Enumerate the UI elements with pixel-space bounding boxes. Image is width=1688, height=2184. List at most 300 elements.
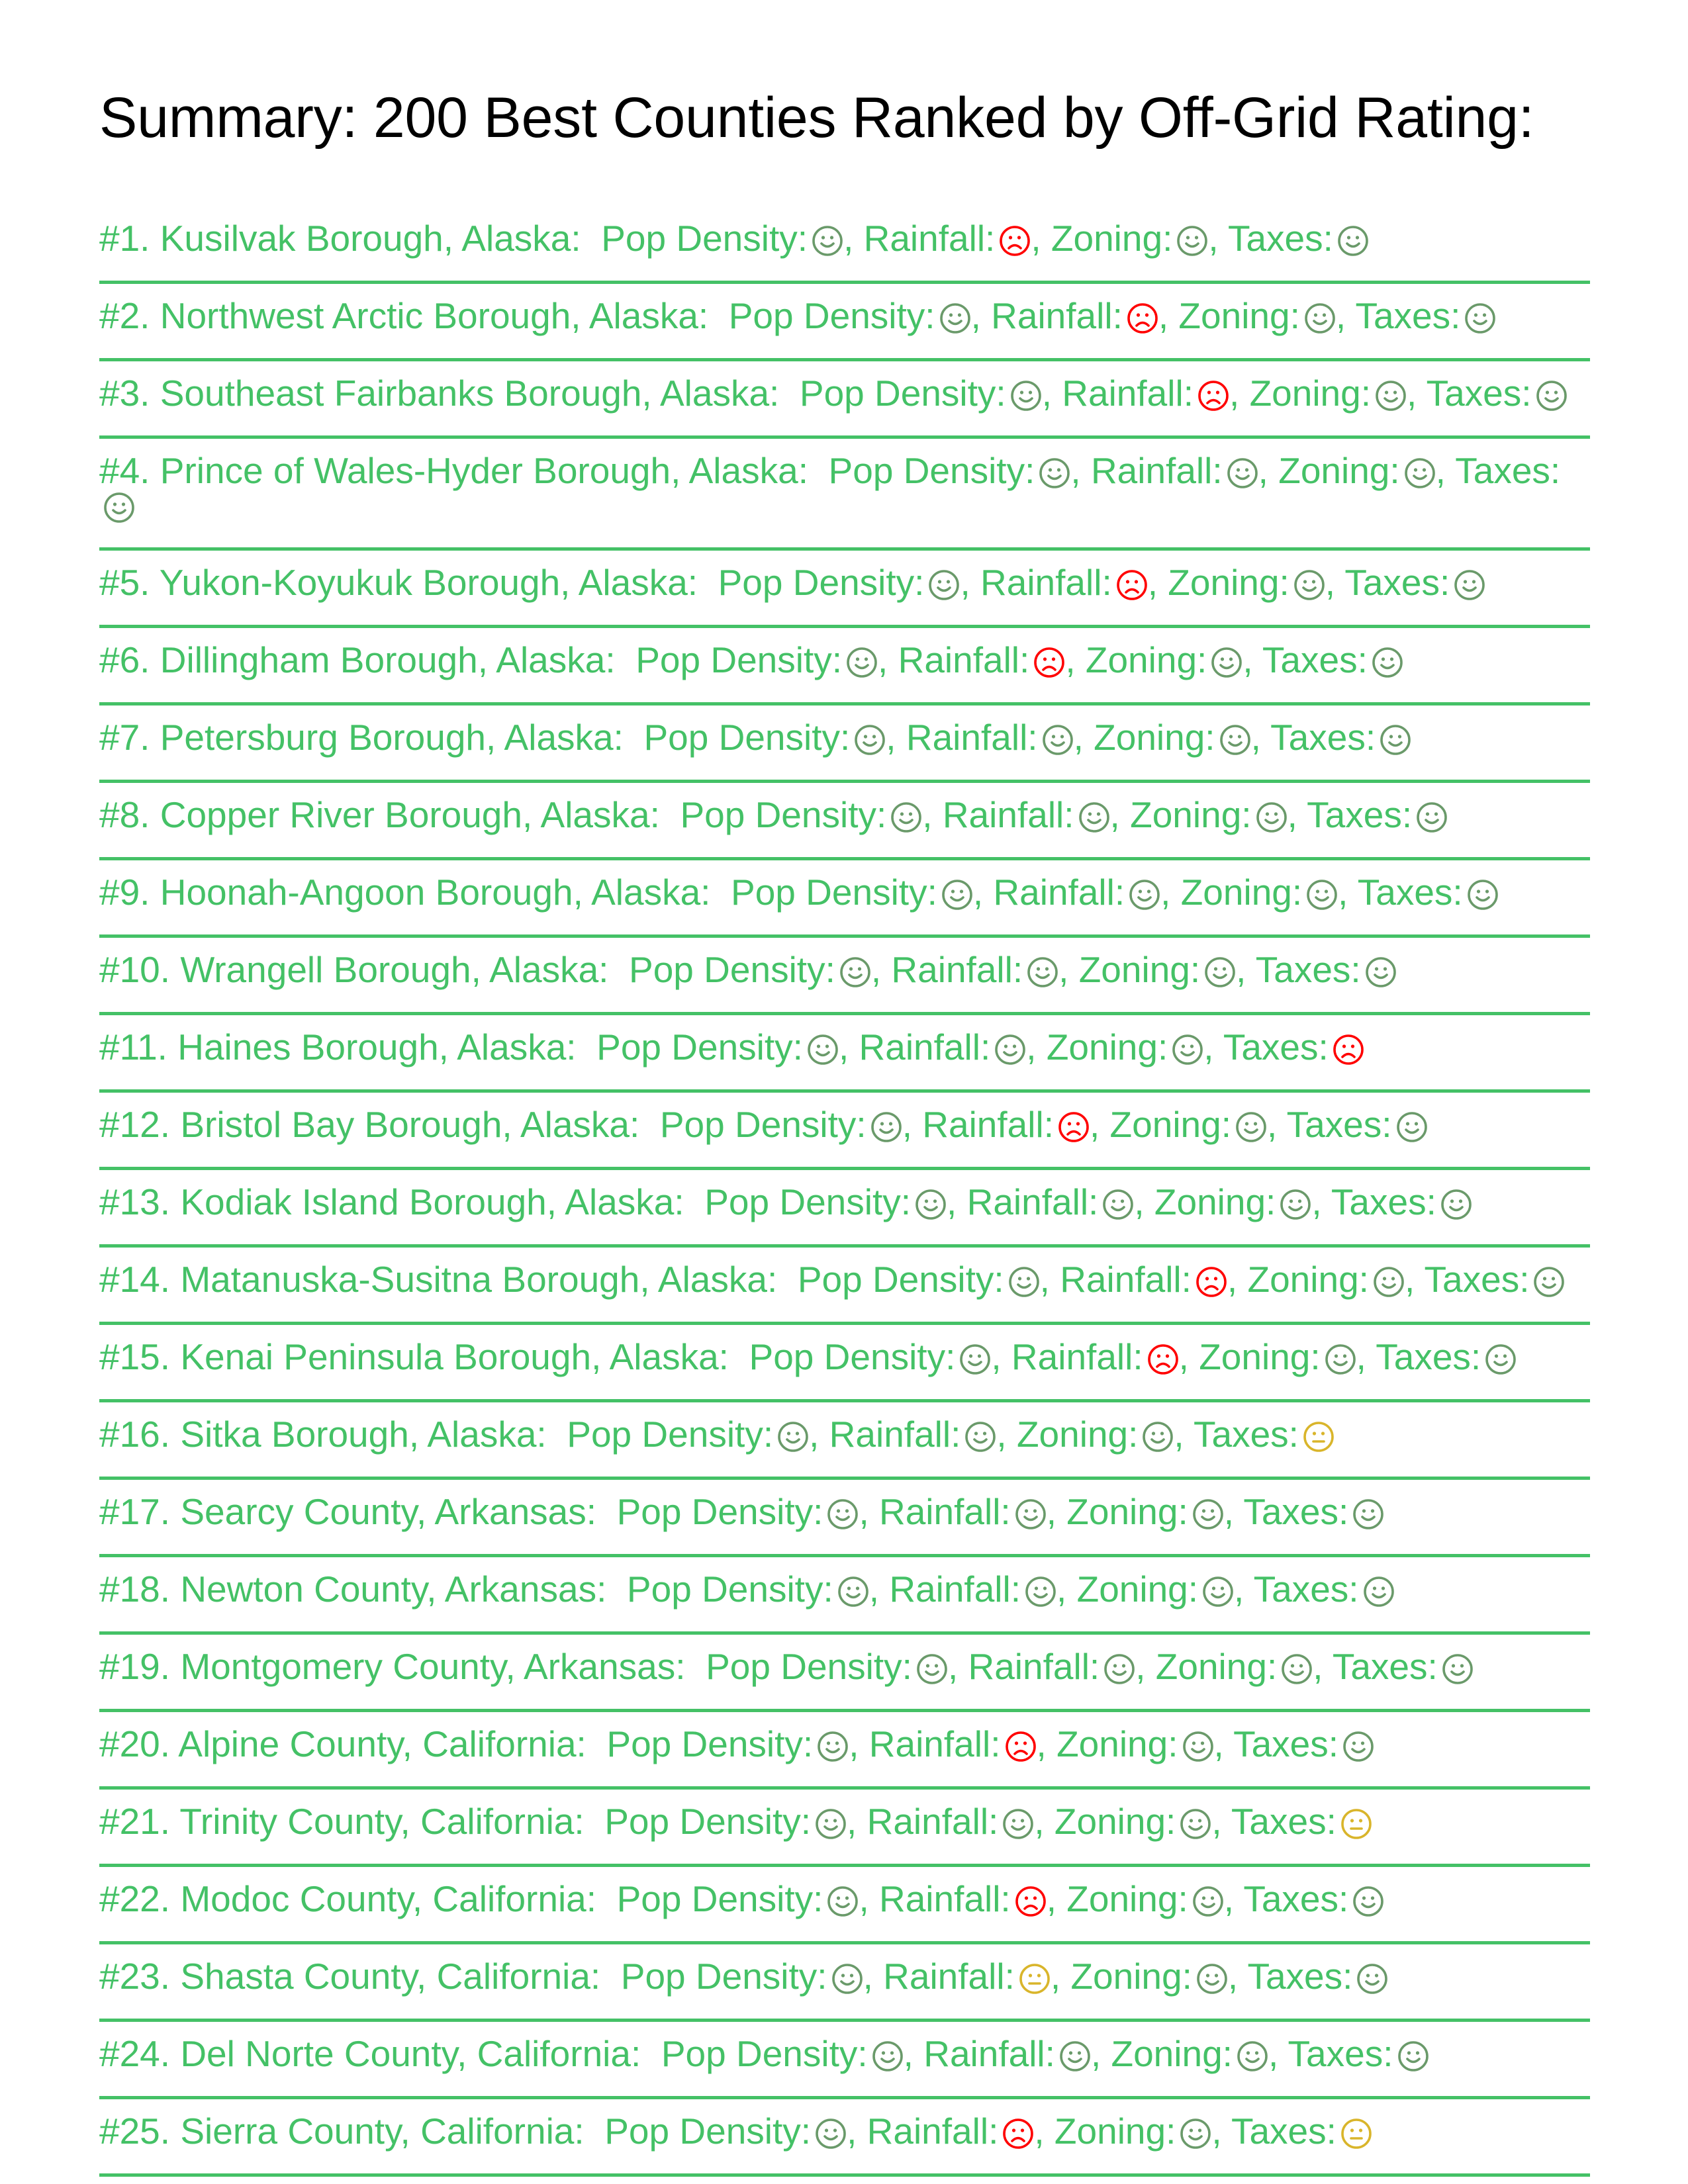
zoning-label: Zoning: <box>1130 794 1252 835</box>
smiling-face-icon <box>1059 2040 1091 2072</box>
county-entry: #23. Shasta County, California: Pop Density: , Rainfall: , Zoning: , Taxes: <box>99 1956 1388 1997</box>
page-title: Summary: 200 Best Counties Ranked by Off-Grid Rating: <box>99 86 1534 150</box>
county-entry: #8. Copper River Borough, Alaska: Pop Density: , Rainfall: , Zoning: , Taxes: <box>99 794 1448 835</box>
list-item-rank-10 <box>99 938 1590 1015</box>
smiling-face-icon <box>964 1421 996 1453</box>
smiling-face-icon <box>941 879 973 911</box>
rank-label: #18. <box>99 1569 171 1610</box>
zoning-label: Zoning: <box>1070 1956 1192 1997</box>
smiling-face-icon <box>1352 1498 1384 1530</box>
rainfall-label: Rainfall: <box>991 295 1123 336</box>
smiling-face-icon <box>1180 1808 1211 1840</box>
smiling-face-icon <box>1202 1576 1234 1608</box>
list-item-rank-13 <box>99 1170 1590 1248</box>
pop-density-label: Pop Density: <box>604 1801 812 1842</box>
zoning-label: Zoning: <box>1016 1414 1139 1455</box>
smiling-face-icon <box>1293 569 1325 601</box>
smiling-face-icon <box>1182 1731 1214 1762</box>
smiling-face-icon <box>1176 225 1208 257</box>
zoning-label: Zoning: <box>1046 1026 1168 1068</box>
smiling-face-icon <box>1129 879 1160 911</box>
pop-density-label: Pop Density: <box>616 1878 823 1919</box>
smiling-face-icon <box>846 647 878 678</box>
smiling-face-icon <box>872 2040 904 2072</box>
zoning-label: Zoning: <box>1155 1646 1278 1687</box>
smiling-face-icon <box>1002 1808 1034 1840</box>
smiling-face-icon <box>928 569 960 601</box>
rainfall-label: Rainfall: <box>889 1569 1021 1610</box>
taxes-label: Taxes: <box>1376 1336 1481 1377</box>
county-entry: #13. Kodiak Island Borough, Alaska: Pop Density: , Rainfall: , Zoning: , Taxes: <box>99 1181 1472 1222</box>
smiling-face-icon <box>994 1034 1026 1066</box>
smiling-face-icon <box>1039 457 1070 489</box>
frowning-face-icon <box>1058 1111 1090 1143</box>
smiling-face-icon <box>1440 1189 1472 1220</box>
frowning-face-icon <box>1015 1886 1047 1917</box>
neutral-face-icon <box>1340 2118 1372 2150</box>
pop-density-label: Pop Density: <box>661 2033 868 2074</box>
list-item-rank-11 <box>99 1015 1590 1093</box>
taxes-label: Taxes: <box>1288 2033 1393 2074</box>
county-entry: #19. Montgomery County, Arkansas: Pop Density: , Rainfall: , Zoning: , Taxes: <box>99 1646 1474 1687</box>
county-name: Newton County, Arkansas: <box>180 1569 607 1610</box>
smiling-face-icon <box>1356 1963 1388 1995</box>
county-name: Montgomery County, Arkansas: <box>180 1646 686 1687</box>
taxes-label: Taxes: <box>1255 949 1361 990</box>
zoning-label: Zoning: <box>1054 2111 1176 2152</box>
county-entry: #2. Northwest Arctic Borough, Alaska: Pop Density: , Rainfall: , Zoning: , Taxes: <box>99 295 1496 336</box>
zoning-label: Zoning: <box>1054 1801 1176 1842</box>
zoning-label: Zoning: <box>1180 872 1303 913</box>
taxes-label: Taxes: <box>1332 1646 1438 1687</box>
county-entry: #5. Yukon-Koyukuk Borough, Alaska: Pop Density: , Rainfall: , Zoning: , Taxes: <box>99 562 1485 603</box>
smiling-face-icon <box>1227 457 1258 489</box>
taxes-label: Taxes: <box>1262 639 1368 680</box>
frowning-face-icon <box>1033 647 1065 678</box>
smiling-face-icon <box>1372 647 1403 678</box>
rainfall-label: Rainfall: <box>859 1026 991 1068</box>
smiling-face-icon <box>1211 647 1243 678</box>
taxes-label: Taxes: <box>1227 218 1333 259</box>
smiling-face-icon <box>1533 1266 1565 1298</box>
smiling-face-icon <box>959 1343 991 1375</box>
rainfall-label: Rainfall: <box>968 1646 1100 1687</box>
rainfall-label: Rainfall: <box>867 2111 999 2152</box>
smiling-face-icon <box>854 724 886 756</box>
pop-density-label: Pop Density: <box>601 218 808 259</box>
rank-label: #16. <box>99 1414 171 1455</box>
rank-label: #1. <box>99 218 150 259</box>
list-item-rank-23 <box>99 1944 1590 2022</box>
county-entry: #20. Alpine County, California: Pop Density: , Rainfall: , Zoning: , Taxes: <box>99 1723 1374 1764</box>
rank-label: #12. <box>99 1104 171 1145</box>
rank-label: #13. <box>99 1181 171 1222</box>
smiling-face-icon <box>1192 1498 1224 1530</box>
county-entry: #10. Wrangell Borough, Alaska: Pop Density: , Rainfall: , Zoning: , Taxes: <box>99 949 1397 990</box>
list-item-rank-14 <box>99 1248 1590 1325</box>
smiling-face-icon <box>1416 801 1448 833</box>
pop-density-label: Pop Density: <box>797 1259 1004 1300</box>
pop-density-label: Pop Density: <box>629 949 835 990</box>
zoning-label: Zoning: <box>1076 1569 1199 1610</box>
rainfall-label: Rainfall: <box>879 1491 1011 1532</box>
rank-label: #7. <box>99 717 150 758</box>
smiling-face-icon <box>1204 956 1236 988</box>
smiling-face-icon <box>916 1653 948 1685</box>
list-item-rank-18 <box>99 1557 1590 1635</box>
rank-label: #6. <box>99 639 150 680</box>
county-name: Kodiak Island Borough, Alaska: <box>180 1181 684 1222</box>
taxes-label: Taxes: <box>1355 295 1461 336</box>
rainfall-label: Rainfall: <box>883 1956 1015 1997</box>
taxes-label: Taxes: <box>1223 1026 1329 1068</box>
county-entry: #22. Modoc County, California: Pop Density: , Rainfall: , Zoning: , Taxes: <box>99 1878 1384 1919</box>
list-item-rank-19 <box>99 1635 1590 1712</box>
smiling-face-icon <box>1337 225 1369 257</box>
rainfall-label: Rainfall: <box>942 794 1074 835</box>
county-name: Petersburg Borough, Alaska: <box>160 717 624 758</box>
pop-density-label: Pop Density: <box>680 794 887 835</box>
pop-density-label: Pop Density: <box>606 1723 814 1764</box>
county-name: Dillingham Borough, Alaska: <box>160 639 616 680</box>
smiling-face-icon <box>1280 1189 1311 1220</box>
list-item-rank-6 <box>99 628 1590 705</box>
frowning-face-icon <box>1002 2118 1034 2150</box>
county-name: Sitka Borough, Alaska: <box>180 1414 547 1455</box>
smiling-face-icon <box>1235 1111 1267 1143</box>
rainfall-label: Rainfall: <box>879 1878 1011 1919</box>
county-name: Bristol Bay Borough, Alaska: <box>180 1104 640 1145</box>
smiling-face-icon <box>1467 879 1499 911</box>
zoning-label: Zoning: <box>1078 949 1201 990</box>
rank-label: #9. <box>99 872 150 913</box>
smiling-face-icon <box>1015 1498 1047 1530</box>
county-name: Sierra County, California: <box>180 2111 585 2152</box>
smiling-face-icon <box>1027 956 1058 988</box>
rainfall-label: Rainfall: <box>1062 373 1194 414</box>
zoning-label: Zoning: <box>1051 218 1173 259</box>
frowning-face-icon <box>1116 569 1148 601</box>
county-name: Modoc County, California: <box>180 1878 597 1919</box>
county-name: Northwest Arctic Borough, Alaska: <box>160 295 709 336</box>
taxes-label: Taxes: <box>1307 794 1413 835</box>
pop-density-label: Pop Density: <box>718 562 925 603</box>
pop-density-label: Pop Density: <box>596 1026 803 1068</box>
list-item-rank-1 <box>99 206 1590 284</box>
smiling-face-icon <box>915 1189 947 1220</box>
rank-label: #17. <box>99 1491 171 1532</box>
pop-density-label: Pop Density: <box>704 1181 912 1222</box>
neutral-face-icon <box>1340 1808 1372 1840</box>
zoning-label: Zoning: <box>1249 373 1372 414</box>
county-name: Del Norte County, California: <box>180 2033 641 2074</box>
frowning-face-icon <box>1127 302 1158 334</box>
pop-density-label: Pop Density: <box>706 1646 912 1687</box>
frowning-face-icon <box>1005 1731 1037 1762</box>
rainfall-label: Rainfall: <box>868 1723 1001 1764</box>
smiling-face-icon <box>1442 1653 1474 1685</box>
list-item-rank-9 <box>99 860 1590 938</box>
taxes-label: Taxes: <box>1344 562 1450 603</box>
taxes-label: Taxes: <box>1253 1569 1359 1610</box>
smiling-face-icon <box>831 1963 863 1995</box>
zoning-label: Zoning: <box>1094 717 1215 758</box>
zoning-label: Zoning: <box>1109 1104 1231 1145</box>
county-name: Searcy County, Arkansas: <box>180 1491 597 1532</box>
county-name: Yukon-Koyukuk Borough, Alaska: <box>159 562 698 603</box>
list-item-rank-2 <box>99 284 1590 361</box>
smiling-face-icon <box>1025 1576 1056 1608</box>
pop-density-label: Pop Density: <box>620 1956 827 1997</box>
list-item-rank-24 <box>99 2022 1590 2099</box>
smiling-face-icon <box>1078 801 1110 833</box>
county-name: Trinity County, California: <box>179 1801 585 1842</box>
rainfall-label: Rainfall: <box>923 2033 1055 2074</box>
smiling-face-icon <box>1352 1886 1384 1917</box>
county-ranking-list <box>99 206 1590 2177</box>
frowning-face-icon <box>1197 380 1229 412</box>
smiling-face-icon <box>1536 380 1568 412</box>
rank-label: #19. <box>99 1646 171 1687</box>
rainfall-label: Rainfall: <box>922 1104 1054 1145</box>
zoning-label: Zoning: <box>1111 2033 1233 2074</box>
taxes-label: Taxes: <box>1231 2111 1336 2152</box>
county-entry: #7. Petersburg Borough, Alaska: Pop Density: , Rainfall: , Zoning: , Taxes: <box>99 717 1411 758</box>
rainfall-label: Rainfall: <box>1011 1336 1143 1377</box>
county-name: Prince of Wales-Hyder Borough, Alaska: <box>160 450 808 491</box>
smiling-face-icon <box>1365 956 1397 988</box>
rainfall-label: Rainfall: <box>906 717 1038 758</box>
county-entry: #1. Kusilvak Borough, Alaska: Pop Density: , Rainfall: , Zoning: , Taxes: <box>99 218 1369 259</box>
smiling-face-icon <box>1342 1731 1374 1762</box>
taxes-label: Taxes: <box>1233 1723 1339 1764</box>
smiling-face-icon <box>1172 1034 1203 1066</box>
county-entry: #21. Trinity County, California: Pop Density: , Rainfall: , Zoning: , Taxes: <box>99 1801 1372 1842</box>
smiling-face-icon <box>1325 1343 1356 1375</box>
neutral-face-icon <box>1019 1963 1051 1995</box>
smiling-face-icon <box>839 956 871 988</box>
taxes-label: Taxes: <box>1247 1956 1353 1997</box>
rank-label: #23. <box>99 1956 171 1997</box>
frowning-face-icon <box>1333 1034 1364 1066</box>
zoning-label: Zoning: <box>1199 1336 1321 1377</box>
neutral-face-icon <box>1303 1421 1335 1453</box>
pop-density-label: Pop Density: <box>728 295 935 336</box>
rainfall-label: Rainfall: <box>898 639 1030 680</box>
smiling-face-icon <box>1256 801 1288 833</box>
county-entry: #6. Dillingham Borough, Alaska: Pop Density: , Rainfall: , Zoning: , Taxes: <box>99 639 1403 680</box>
smiling-face-icon <box>1281 1653 1313 1685</box>
rainfall-label: Rainfall: <box>1060 1259 1192 1300</box>
smiling-face-icon <box>1485 1343 1517 1375</box>
zoning-label: Zoning: <box>1168 562 1289 603</box>
rank-label: #24. <box>99 2033 171 2074</box>
zoning-label: Zoning: <box>1247 1259 1369 1300</box>
smiling-face-icon <box>812 225 843 257</box>
taxes-label: Taxes: <box>1243 1491 1349 1532</box>
county-name: Haines Borough, Alaska: <box>177 1026 577 1068</box>
frowning-face-icon <box>1147 1343 1179 1375</box>
list-item-rank-12 <box>99 1093 1590 1170</box>
county-entry: #11. Haines Borough, Alaska: Pop Density: , Rainfall: , Zoning: , Taxes: <box>99 1026 1364 1068</box>
list-item-rank-21 <box>99 1790 1590 1867</box>
smiling-face-icon <box>1304 302 1336 334</box>
smiling-face-icon <box>103 492 135 523</box>
taxes-label: Taxes: <box>1231 1801 1336 1842</box>
pop-density-label: Pop Density: <box>659 1104 867 1145</box>
list-item-rank-7 <box>99 705 1590 783</box>
county-entry: #17. Searcy County, Arkansas: Pop Density: , Rainfall: , Zoning: , Taxes: <box>99 1491 1384 1532</box>
smiling-face-icon <box>807 1034 839 1066</box>
taxes-label: Taxes: <box>1193 1414 1299 1455</box>
smiling-face-icon <box>1010 380 1042 412</box>
smiling-face-icon <box>1397 2040 1429 2072</box>
list-item-rank-3 <box>99 361 1590 439</box>
rank-label: #4. <box>99 450 150 491</box>
pop-density-label: Pop Density: <box>749 1336 956 1377</box>
rainfall-label: Rainfall: <box>1090 450 1223 491</box>
smiling-face-icon <box>1180 2118 1211 2150</box>
smiling-face-icon <box>815 2118 847 2150</box>
zoning-label: Zoning: <box>1085 639 1207 680</box>
smiling-face-icon <box>1237 2040 1268 2072</box>
smiling-face-icon <box>1363 1576 1395 1608</box>
zoning-label: Zoning: <box>1066 1491 1188 1532</box>
rank-label: #8. <box>99 794 150 835</box>
smiling-face-icon <box>1464 302 1496 334</box>
county-name: Shasta County, California: <box>180 1956 601 1997</box>
smiling-face-icon <box>1380 724 1411 756</box>
smiling-face-icon <box>1008 1266 1040 1298</box>
pop-density-label: Pop Density: <box>828 450 1035 491</box>
taxes-label: Taxes: <box>1357 872 1463 913</box>
county-name: Matanuska-Susitna Borough, Alaska: <box>180 1259 778 1300</box>
list-item-rank-25 <box>99 2099 1590 2177</box>
frowning-face-icon <box>999 225 1031 257</box>
rainfall-label: Rainfall: <box>993 872 1125 913</box>
pop-density-label: Pop Density: <box>604 2111 812 2152</box>
list-item-rank-17 <box>99 1480 1590 1557</box>
rank-label: #22. <box>99 1878 171 1919</box>
frowning-face-icon <box>1196 1266 1227 1298</box>
county-entry: #3. Southeast Fairbanks Borough, Alaska: Pop Density: , Rainfall: , Zoning: , Taxes: <box>99 373 1568 414</box>
county-entry: #24. Del Norte County, California: Pop Density: , Rainfall: , Zoning: , Taxes: <box>99 2033 1429 2074</box>
taxes-label: Taxes: <box>1270 717 1376 758</box>
county-entry: #9. Hoonah-Angoon Borough, Alaska: Pop Density: , Rainfall: , Zoning: , Taxes: <box>99 872 1499 913</box>
rainfall-label: Rainfall: <box>829 1414 961 1455</box>
county-name: Southeast Fairbanks Borough, Alaska: <box>160 373 780 414</box>
smiling-face-icon <box>1454 569 1485 601</box>
county-name: Kusilvak Borough, Alaska: <box>160 218 581 259</box>
county-entry: #18. Newton County, Arkansas: Pop Density: , Rainfall: , Zoning: , Taxes: <box>99 1569 1395 1610</box>
smiling-face-icon <box>827 1886 859 1917</box>
rank-label: #5. <box>99 562 150 603</box>
list-item-rank-16 <box>99 1402 1590 1480</box>
list-item-rank-15 <box>99 1325 1590 1402</box>
smiling-face-icon <box>890 801 922 833</box>
rank-label: #20. <box>99 1723 171 1764</box>
smiling-face-icon <box>1102 1189 1134 1220</box>
rank-label: #25. <box>99 2111 171 2152</box>
pop-density-label: Pop Density: <box>567 1414 774 1455</box>
list-item-rank-4 <box>99 439 1590 551</box>
taxes-label: Taxes: <box>1455 450 1561 491</box>
smiling-face-icon <box>1375 380 1407 412</box>
zoning-label: Zoning: <box>1154 1181 1276 1222</box>
smiling-face-icon <box>815 1808 847 1840</box>
county-entry: #4. Prince of Wales-Hyder Borough, Alaska: Pop Density: , Rainfall: , Zoning: , Taxes: <box>99 450 1560 525</box>
list-item-rank-5 <box>99 551 1590 628</box>
rank-label: #21. <box>99 1801 171 1842</box>
taxes-label: Taxes: <box>1424 1259 1530 1300</box>
smiling-face-icon <box>1042 724 1074 756</box>
county-name: Copper River Borough, Alaska: <box>160 794 660 835</box>
rank-label: #10. <box>99 949 171 990</box>
pop-density-label: Pop Density: <box>731 872 937 913</box>
pop-density-label: Pop Density: <box>635 639 843 680</box>
smiling-face-icon <box>870 1111 902 1143</box>
smiling-face-icon <box>1192 1886 1224 1917</box>
smiling-face-icon <box>1306 879 1338 911</box>
zoning-label: Zoning: <box>1056 1723 1178 1764</box>
rainfall-label: Rainfall: <box>980 562 1112 603</box>
smiling-face-icon <box>827 1498 859 1530</box>
pop-density-label: Pop Density: <box>799 373 1006 414</box>
smiling-face-icon <box>1103 1653 1135 1685</box>
county-name: Alpine County, California: <box>178 1723 586 1764</box>
rainfall-label: Rainfall: <box>966 1181 1099 1222</box>
county-entry: #15. Kenai Peninsula Borough, Alaska: Pop Density: , Rainfall: , Zoning: , Taxes: <box>99 1336 1517 1377</box>
zoning-label: Zoning: <box>1278 450 1400 491</box>
county-name: Wrangell Borough, Alaska: <box>180 949 609 990</box>
rainfall-label: Rainfall: <box>867 1801 999 1842</box>
pop-density-label: Pop Density: <box>616 1491 823 1532</box>
taxes-label: Taxes: <box>1243 1878 1349 1919</box>
list-item-rank-8 <box>99 783 1590 860</box>
taxes-label: Taxes: <box>1286 1104 1392 1145</box>
county-entry: #12. Bristol Bay Borough, Alaska: Pop Density: , Rainfall: , Zoning: , Taxes: <box>99 1104 1428 1145</box>
county-name: Hoonah-Angoon Borough, Alaska: <box>160 872 711 913</box>
smiling-face-icon <box>777 1421 809 1453</box>
zoning-label: Zoning: <box>1066 1878 1188 1919</box>
smiling-face-icon <box>837 1576 869 1608</box>
county-entry: #25. Sierra County, California: Pop Density: , Rainfall: , Zoning: , Taxes: <box>99 2111 1372 2152</box>
list-item-rank-20 <box>99 1712 1590 1790</box>
smiling-face-icon <box>1142 1421 1174 1453</box>
rainfall-label: Rainfall: <box>863 218 996 259</box>
smiling-face-icon <box>817 1731 849 1762</box>
smiling-face-icon <box>1396 1111 1428 1143</box>
smiling-face-icon <box>1404 457 1436 489</box>
smiling-face-icon <box>1196 1963 1228 1995</box>
rank-label: #2. <box>99 295 150 336</box>
rainfall-label: Rainfall: <box>891 949 1023 990</box>
zoning-label: Zoning: <box>1178 295 1300 336</box>
rank-label: #11. <box>99 1026 167 1068</box>
taxes-label: Taxes: <box>1426 373 1532 414</box>
county-name: Kenai Peninsula Borough, Alaska: <box>180 1336 729 1377</box>
pop-density-label: Pop Density: <box>643 717 851 758</box>
rank-label: #14. <box>99 1259 171 1300</box>
rank-label: #3. <box>99 373 150 414</box>
county-entry: #14. Matanuska-Susitna Borough, Alaska: Pop Density: , Rainfall: , Zoning: , Taxes: <box>99 1259 1565 1300</box>
list-item-rank-22 <box>99 1867 1590 1944</box>
smiling-face-icon <box>1373 1266 1405 1298</box>
pop-density-label: Pop Density: <box>626 1569 833 1610</box>
smiling-face-icon <box>939 302 971 334</box>
taxes-label: Taxes: <box>1331 1181 1436 1222</box>
rank-label: #15. <box>99 1336 171 1377</box>
